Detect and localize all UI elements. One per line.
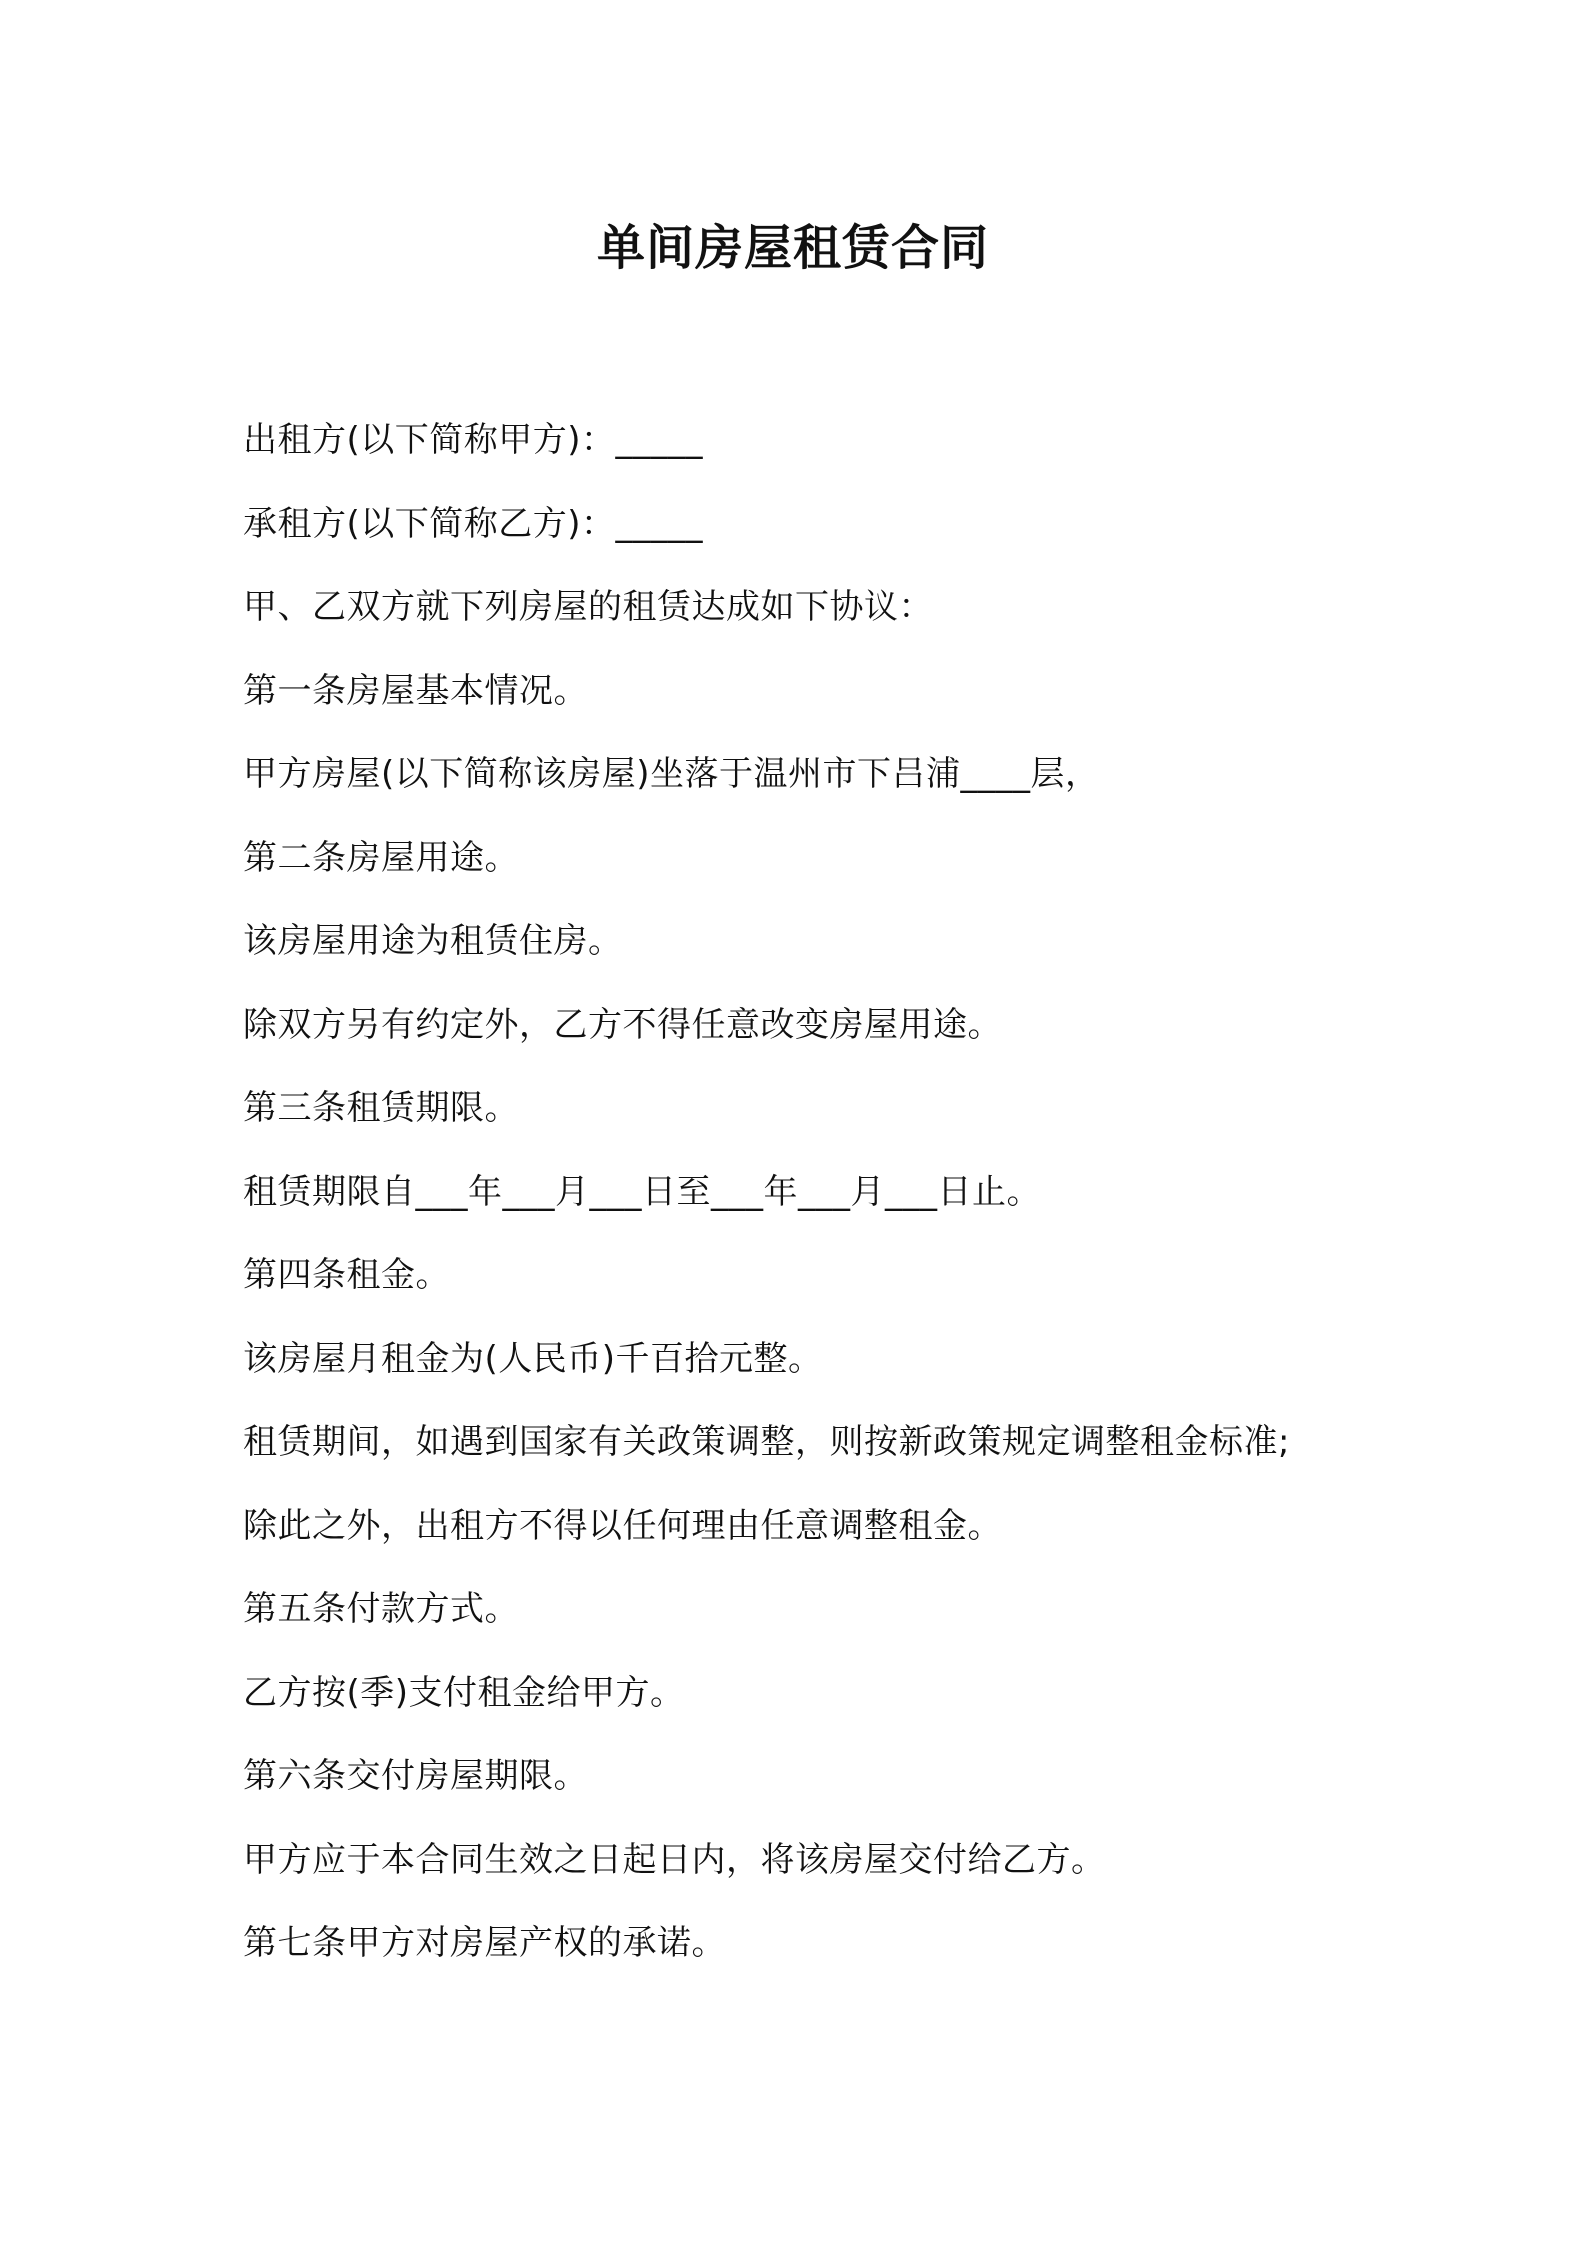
article-2-text: 除双方另有约定外，乙方不得任意改变房屋用途。 [243, 1004, 1002, 1045]
document-body [243, 405, 1393, 1992]
article-7-heading: 第七条甲方对房屋产权的承诺。 [243, 1923, 726, 1963]
article-4-text: 除此之外，出租方不得以任何理由任意调整租金。 [243, 1505, 1002, 1546]
document-title: 单间房屋租赁合同 [596, 220, 989, 276]
lessee-line: 承租方(以下简称乙方)：_____ [243, 503, 704, 544]
article-3-heading: 第三条租赁期限。 [243, 1088, 519, 1128]
article-4-text: 该房屋月租金为(人民币)千百拾元整。 [243, 1338, 823, 1379]
article-4-text: 租赁期间，如遇到国家有关政策调整，则按新政策规定调整租金标准; [243, 1422, 1290, 1462]
article-6-heading: 第六条交付房屋期限。 [243, 1756, 588, 1796]
article-2-text: 该房屋用途为租赁住房。 [243, 921, 623, 961]
article-3-text: 租赁期限自___年___月___日至___年___月___日止。 [243, 1171, 1041, 1212]
lessor-line: 出租方(以下简称甲方)：_____ [243, 420, 704, 460]
article-2-heading: 第二条房屋用途。 [243, 837, 519, 878]
article-6-text: 甲方应于本合同生效之日起日内，将该房屋交付给乙方。 [243, 1839, 1106, 1880]
article-1-text: 甲方房屋(以下简称该房屋)坐落于温州市下吕浦____层， [243, 754, 1100, 794]
article-1-heading: 第一条房屋基本情况。 [243, 670, 588, 711]
article-4-heading: 第四条租金。 [243, 1255, 450, 1295]
article-5-text: 乙方按(季)支付租金给甲方。 [243, 1672, 685, 1713]
article-5-heading: 第五条付款方式。 [243, 1589, 519, 1629]
agreement-intro: 甲、乙双方就下列房屋的租赁达成如下协议： [243, 587, 933, 627]
